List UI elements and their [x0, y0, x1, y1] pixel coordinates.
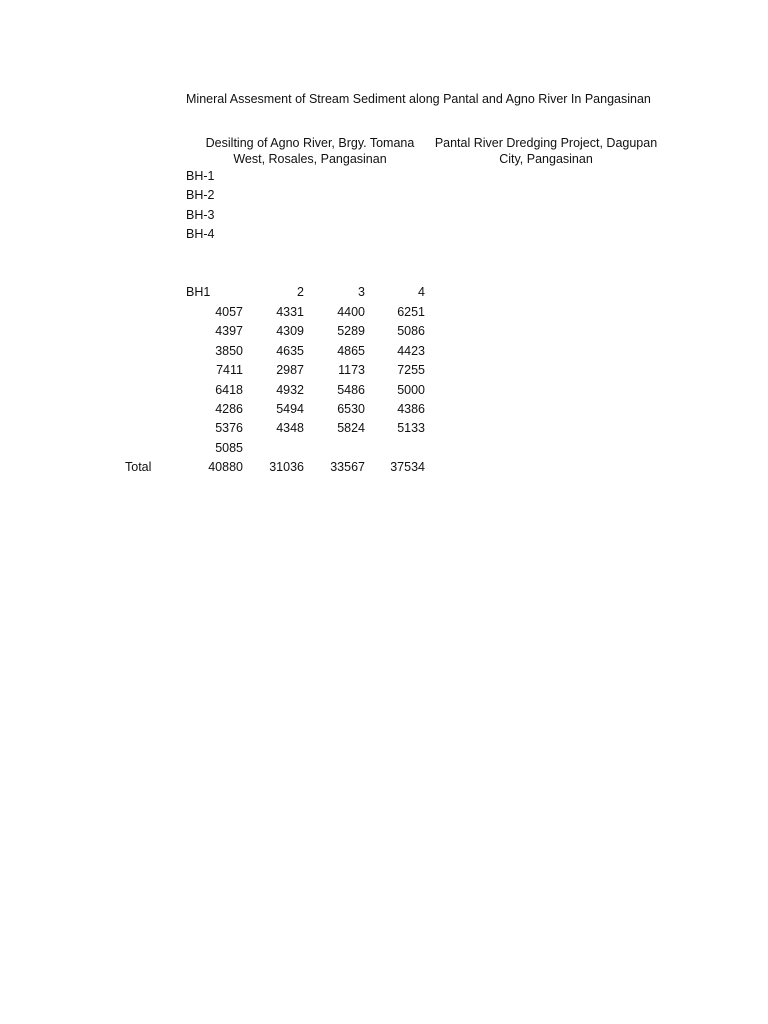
project-pantal-line2: City, Pangasinan	[499, 152, 593, 166]
table-cell: 4397	[215, 324, 243, 338]
table-cell: 5494	[276, 402, 304, 416]
table-cell: 5486	[337, 383, 365, 397]
table-cell: 5000	[397, 383, 425, 397]
table-cell: 4348	[276, 421, 304, 435]
table-cell: 4932	[276, 383, 304, 397]
total-label: Total	[125, 460, 152, 474]
table-cell: 5289	[337, 324, 365, 338]
table-cell: 4286	[215, 402, 243, 416]
table-cell: 4386	[397, 402, 425, 416]
table-cell: 4635	[276, 344, 304, 358]
table-cell: 5085	[215, 441, 243, 455]
sheet-title: Mineral Assesment of Stream Sediment along Pantal and Agno River In Pangasinan	[186, 92, 651, 106]
project-pantal-heading	[430, 135, 662, 167]
total-value: 33567	[330, 460, 365, 474]
total-value: 37534	[390, 460, 425, 474]
borehole-label: BH-2	[186, 188, 215, 202]
total-value: 31036	[269, 460, 304, 474]
table-cell: 4331	[276, 305, 304, 319]
table-cell: 5376	[215, 421, 243, 435]
table-cell: 4057	[215, 305, 243, 319]
table-cell: 6251	[397, 305, 425, 319]
table-cell: 4423	[397, 344, 425, 358]
table-cell: 4309	[276, 324, 304, 338]
column-header-4: 4	[418, 285, 425, 299]
table-cell: 5133	[397, 421, 425, 435]
table-cell: 7255	[397, 363, 425, 377]
table-cell: 5824	[337, 421, 365, 435]
borehole-label: BH-4	[186, 227, 215, 241]
borehole-label: BH-3	[186, 208, 215, 222]
project-agno-line2: West, Rosales, Pangasinan	[233, 152, 387, 166]
project-agno-line1: Desilting of Agno River, Brgy. Tomana	[205, 136, 415, 150]
table-cell: 2987	[276, 363, 304, 377]
table-cell: 7411	[216, 363, 243, 377]
borehole-label: BH-1	[186, 169, 215, 183]
project-agno-heading	[186, 135, 434, 167]
table-cell: 4400	[337, 305, 365, 319]
column-header-bh1: BH1	[186, 285, 211, 299]
table-cell: 1173	[338, 363, 365, 377]
column-header-3: 3	[358, 285, 365, 299]
table-cell: 5086	[397, 324, 425, 338]
column-header-2: 2	[297, 285, 304, 299]
table-cell: 6530	[337, 402, 365, 416]
project-pantal-line1: Pantal River Dredging Project, Dagupan	[434, 136, 658, 150]
total-value: 40880	[208, 460, 243, 474]
table-cell: 4865	[337, 344, 365, 358]
table-cell: 3850	[215, 344, 243, 358]
table-cell: 6418	[215, 383, 243, 397]
